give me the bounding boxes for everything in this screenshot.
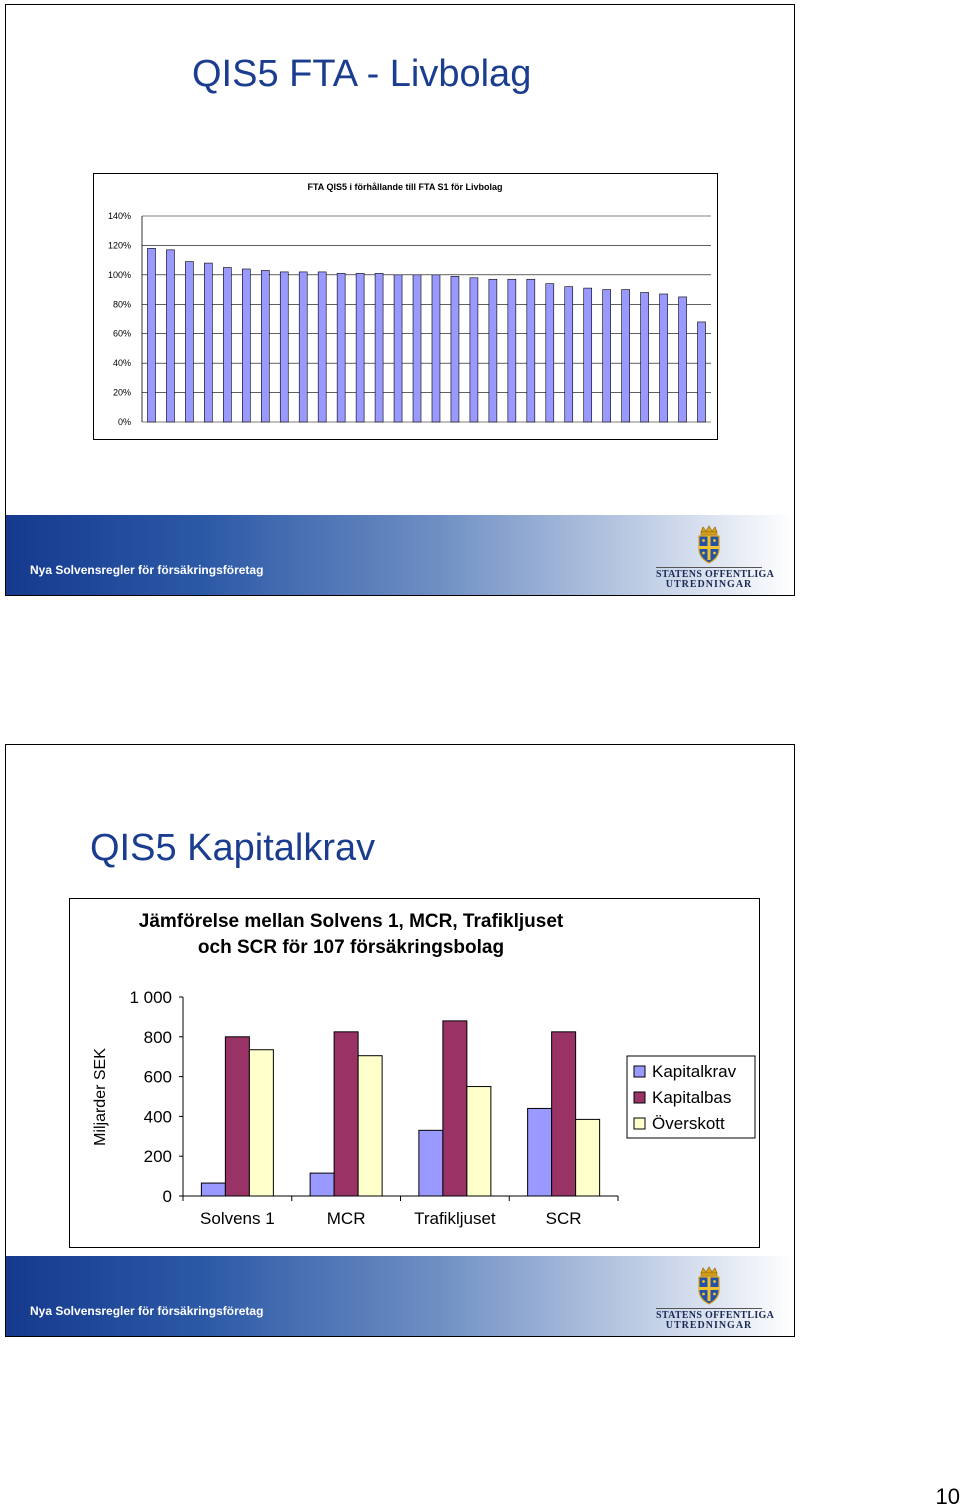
data-bar <box>280 272 288 422</box>
data-bar <box>552 1032 576 1196</box>
data-bar <box>527 279 535 422</box>
y-tick-label: 200 <box>143 1147 172 1167</box>
data-bar <box>358 1056 382 1196</box>
page-number: 10 <box>935 1484 960 1509</box>
logo-line-1: STATENS OFFENTLIGA <box>656 569 775 580</box>
data-bar <box>261 270 269 422</box>
y-tick-label: 80% <box>112 299 131 310</box>
y-axis-label: Miljarder SEK <box>92 1048 109 1146</box>
data-bar <box>147 248 155 422</box>
data-bar <box>508 279 516 422</box>
slide-footer <box>6 515 794 595</box>
x-tick-label: SCR <box>545 1209 582 1228</box>
data-bar <box>334 1032 358 1196</box>
data-bar <box>679 297 687 422</box>
data-bar <box>622 290 630 422</box>
sou-logo <box>656 525 775 590</box>
data-bar <box>576 1119 600 1196</box>
y-tick-label: 20% <box>112 387 131 398</box>
data-bar <box>299 272 307 422</box>
fta-chart-frame <box>93 173 718 440</box>
data-bar <box>528 1108 552 1196</box>
logo-line-2: UTREDNINGAR <box>665 1320 753 1331</box>
legend-swatch <box>634 1066 645 1077</box>
legend-swatch <box>634 1118 645 1129</box>
swedish-crown-crest-icon <box>695 525 723 565</box>
x-tick-label: MCR <box>326 1209 366 1228</box>
data-bar <box>310 1173 334 1196</box>
data-bar <box>451 276 459 422</box>
y-tick-label: 400 <box>143 1107 172 1127</box>
data-bar <box>641 293 649 422</box>
x-tick-label: Solvens 1 <box>200 1209 275 1228</box>
data-bar <box>584 288 592 422</box>
data-bar <box>470 278 478 422</box>
y-tick-label: 600 <box>143 1067 172 1087</box>
y-tick-label: 0% <box>117 417 131 427</box>
data-bar <box>419 1130 443 1196</box>
data-bar <box>375 273 383 422</box>
data-bar <box>698 322 706 422</box>
data-bar <box>201 1183 225 1196</box>
legend-label: Kapitalbas <box>652 1088 732 1107</box>
swedish-crown-crest-icon <box>695 1266 723 1306</box>
y-tick-label: 0 <box>162 1187 172 1206</box>
data-bar <box>546 284 554 422</box>
data-bar <box>223 268 231 423</box>
kapitalkrav-chart-frame <box>69 898 760 1248</box>
slide-title: QIS5 FTA - Livbolag <box>192 53 532 95</box>
data-bar <box>185 262 193 422</box>
data-bar <box>337 273 345 422</box>
slide-footer <box>6 1256 794 1336</box>
chart-title-line: och SCR för 107 försäkringsbolag <box>197 937 505 958</box>
legend-swatch <box>634 1092 645 1103</box>
data-bar <box>489 279 497 422</box>
data-bar <box>318 272 326 422</box>
y-tick-label: 800 <box>143 1027 172 1047</box>
slide-fta-livbolag <box>5 4 795 596</box>
slide-kapitalkrav <box>5 744 795 1337</box>
x-tick-label: Trafikljuset <box>414 1209 496 1228</box>
data-bar <box>432 275 440 422</box>
kapitalkrav-bar-chart <box>70 899 759 1247</box>
data-bar <box>356 273 364 422</box>
legend-label: Kapitalkrav <box>652 1062 737 1081</box>
fta-bar-chart <box>94 174 717 439</box>
y-tick-label: 40% <box>112 358 131 369</box>
slide-title: QIS5 Kapitalkrav <box>90 827 376 869</box>
legend-label: Överskott <box>652 1114 725 1133</box>
data-bar <box>413 275 421 422</box>
data-bar <box>443 1021 467 1196</box>
sou-logo <box>656 1266 775 1331</box>
data-bar <box>603 290 611 422</box>
data-bar <box>249 1050 273 1196</box>
y-tick-label: 140% <box>107 211 131 221</box>
logo-line-1: STATENS OFFENTLIGA <box>656 1310 775 1321</box>
data-bar <box>467 1087 491 1196</box>
logo-divider <box>656 567 762 568</box>
y-tick-label: 1 000 <box>129 988 172 1007</box>
data-bar <box>394 275 402 422</box>
data-bar <box>166 250 174 422</box>
data-bar <box>242 269 250 422</box>
logo-line-2: UTREDNINGAR <box>665 579 753 590</box>
y-tick-label: 60% <box>112 328 131 339</box>
data-bar <box>225 1037 249 1196</box>
y-tick-label: 100% <box>107 269 131 280</box>
logo-divider <box>656 1308 762 1309</box>
y-tick-label: 120% <box>107 240 131 251</box>
data-bar <box>204 263 212 422</box>
data-bar <box>565 287 573 422</box>
data-bar <box>660 294 668 422</box>
chart-title-line: Jämförelse mellan Solvens 1, MCR, Trafikljuset <box>138 911 564 932</box>
footer-text: Nya Solvensregler för försäkringsföretag <box>30 563 264 577</box>
footer-text: Nya Solvensregler för försäkringsföretag <box>30 1304 264 1318</box>
chart-title: FTA QIS5 i förhållande till FTA S1 för Livbolag <box>307 182 503 192</box>
